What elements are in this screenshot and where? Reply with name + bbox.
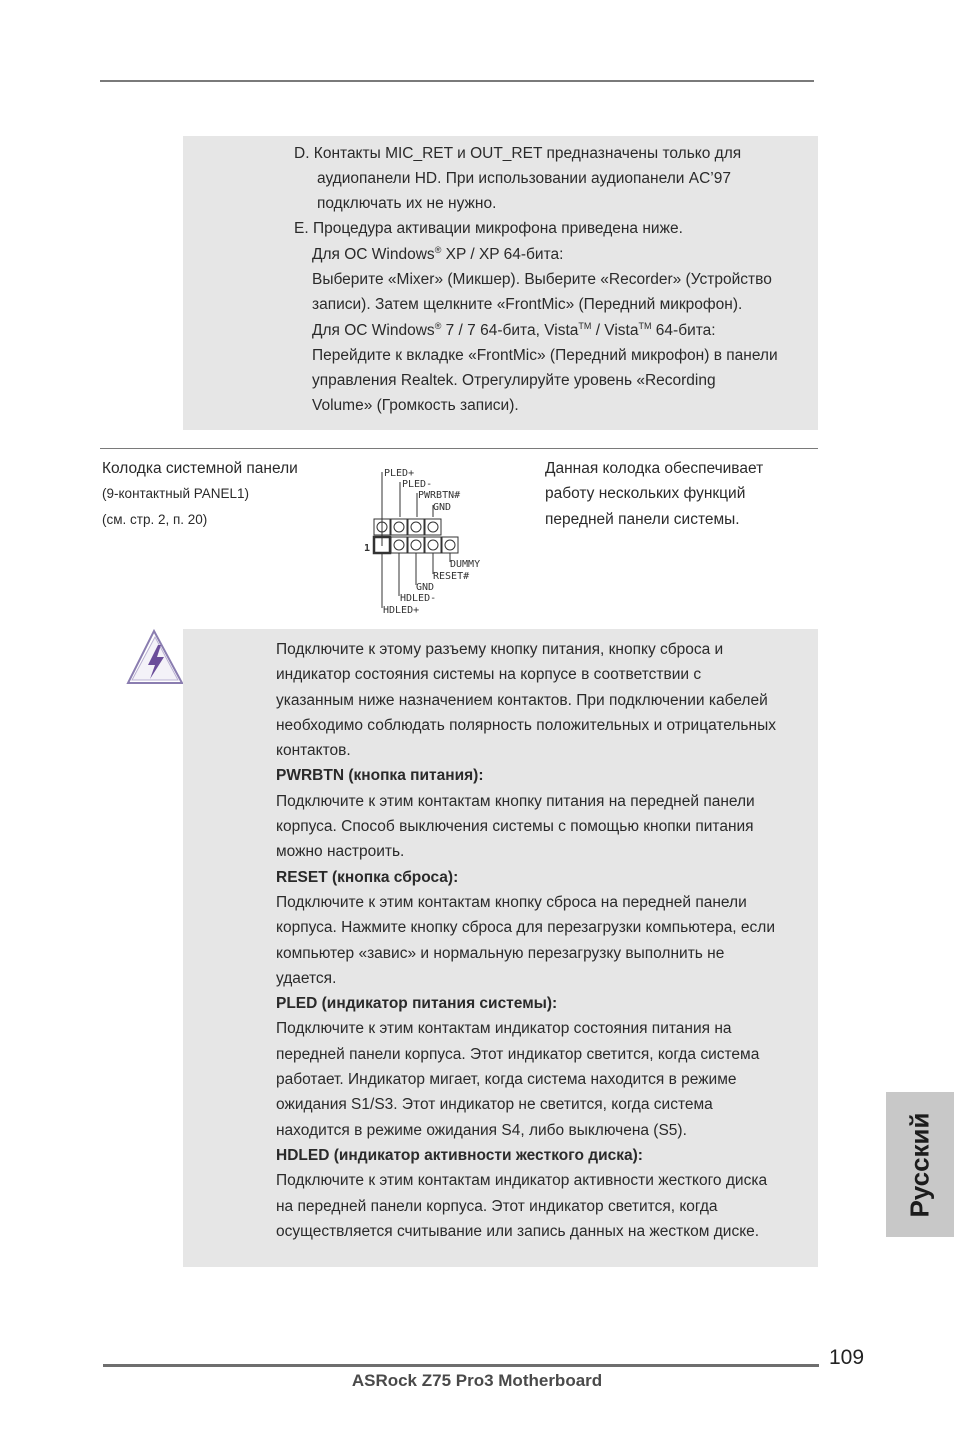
note-e-line3: Выберите «Mixer» (Микшер). Выберите «Recorder» (Устройство [312, 271, 772, 288]
pwrbtn-line: корпуса. Способ выключения системы с помощью кнопки питания [276, 818, 754, 836]
label-pwrbtn: PWRBTN# [418, 490, 461, 501]
pled-line: находится в режиме ожидания S4, либо выключена (S5). [276, 1121, 687, 1139]
hdled-line: осуществляется считывание или запись данных на жестком диске. [276, 1222, 760, 1240]
footer-rule [103, 1364, 819, 1367]
note-e-line8: Volume» (Громкость записи). [312, 397, 519, 414]
note-d-line2: аудиопанели HD. При использовании аудиопанели AC’97 [317, 170, 731, 187]
p1-line: необходимо соблюдать полярность положительных и отрицательных [276, 716, 776, 734]
pled-line: передней панели корпуса. Этот индикатор светится, когда система [276, 1045, 760, 1063]
label-dummy: DUMMY [450, 559, 481, 570]
pwrbtn-line: Подключите к этим контактам кнопку питания на передней панели [276, 792, 755, 810]
label-pled-minus: PLED- [402, 479, 433, 490]
footer-product: ASRock Z75 Pro3 Motherboard [351, 1371, 603, 1390]
reset-line: удается. [276, 969, 337, 987]
note-d-line1: D. Контакты MIC_RET и OUT_RET предназначены только для [294, 145, 742, 162]
hdled-line: на передней панели корпуса. Этот индикатор светится, когда [276, 1197, 718, 1215]
pled-line: Подключите к этим контактам индикатор состояния питания на [276, 1020, 732, 1038]
header-desc-3: передней панели системы. [545, 511, 740, 528]
label-gnd-top: GND [433, 502, 452, 513]
label-hdled-plus: HDLED+ [383, 605, 420, 616]
pled-line: работает. Индикатор мигает, когда система находится в режиме [276, 1071, 737, 1089]
heading-reset: RESET (кнопка сброса): [276, 868, 459, 886]
page-number: 109 [829, 1346, 865, 1369]
label-reset: RESET# [433, 571, 470, 582]
p1-line: указанным ниже назначением контактов. При подключении кабелей [276, 691, 768, 709]
header-title: Колодка системной панели [102, 460, 298, 477]
note-e-line6: Перейдите к вкладке «FrontMic» (Передний микрофон) в панели [312, 347, 778, 364]
pled-line: ожидания S1/S3. Этот индикатор не светится, когда система [276, 1096, 713, 1114]
p1-line: контактов. [276, 742, 351, 760]
note-e-line7: управления Realtek. Отрегулируйте уровень «Recording [312, 372, 716, 389]
p1-line: Подключите к этому разъему кнопку питания, кнопку сброса и [276, 641, 724, 658]
hdled-line: Подключите к этим контактам индикатор активности жесткого диска [276, 1172, 768, 1190]
note-d-line3: подключать их не нужно. [317, 195, 497, 212]
language-tab [886, 1092, 954, 1237]
reset-line: компьютер «завис» и нормальную перезагрузку выполнить не [276, 944, 725, 962]
header-desc-2: работу нескольких функций [545, 485, 746, 502]
warning-triangle-icon [124, 627, 186, 687]
label-hdled-minus: HDLED- [400, 593, 437, 604]
heading-hdled: HDLED (индикатор активности жесткого диска): [276, 1146, 643, 1164]
label-pled-plus: PLED+ [384, 468, 415, 479]
note-e-line1: E. Процедура активации микрофона приведена ниже. [294, 220, 683, 237]
body-text [276, 637, 776, 1244]
note-e-line5: Для ОС Windows® 7 / 7 64-бита, Vista™ / Vista™ 64-бита: [312, 321, 716, 339]
label-gnd-bottom: GND [416, 582, 435, 593]
heading-pled: PLED (индикатор питания системы): [276, 995, 558, 1013]
reset-line: корпуса. Нажмите кнопку сброса для перезагрузки компьютера, если [276, 919, 775, 937]
p1-line: индикатор состояния системы на корпусе в соответствии с [276, 666, 702, 684]
section-rule [100, 448, 818, 449]
header-ref: (см. стр. 2, п. 20) [102, 512, 208, 527]
pwrbtn-line: можно настроить. [276, 843, 405, 861]
header-desc-1: Данная колодка обеспечивает [545, 460, 764, 477]
reset-line: Подключите к этим контактам кнопку сброса на передней панели [276, 893, 747, 911]
top-rule [100, 80, 814, 82]
language-tab-label: Русский [904, 1111, 935, 1218]
heading-pwrbtn: PWRBTN (кнопка питания): [276, 767, 484, 785]
label-pin-1: 1 [364, 543, 371, 554]
note-e-line4: записи). Затем щелкните «FrontMic» (Передний микрофон). [312, 296, 743, 313]
panel1-pin-diagram [360, 462, 500, 618]
note-e-line2: Для ОС Windows® XP / XP 64-бита: [312, 245, 564, 263]
header-subtitle: (9-контактный PANEL1) [102, 486, 250, 501]
